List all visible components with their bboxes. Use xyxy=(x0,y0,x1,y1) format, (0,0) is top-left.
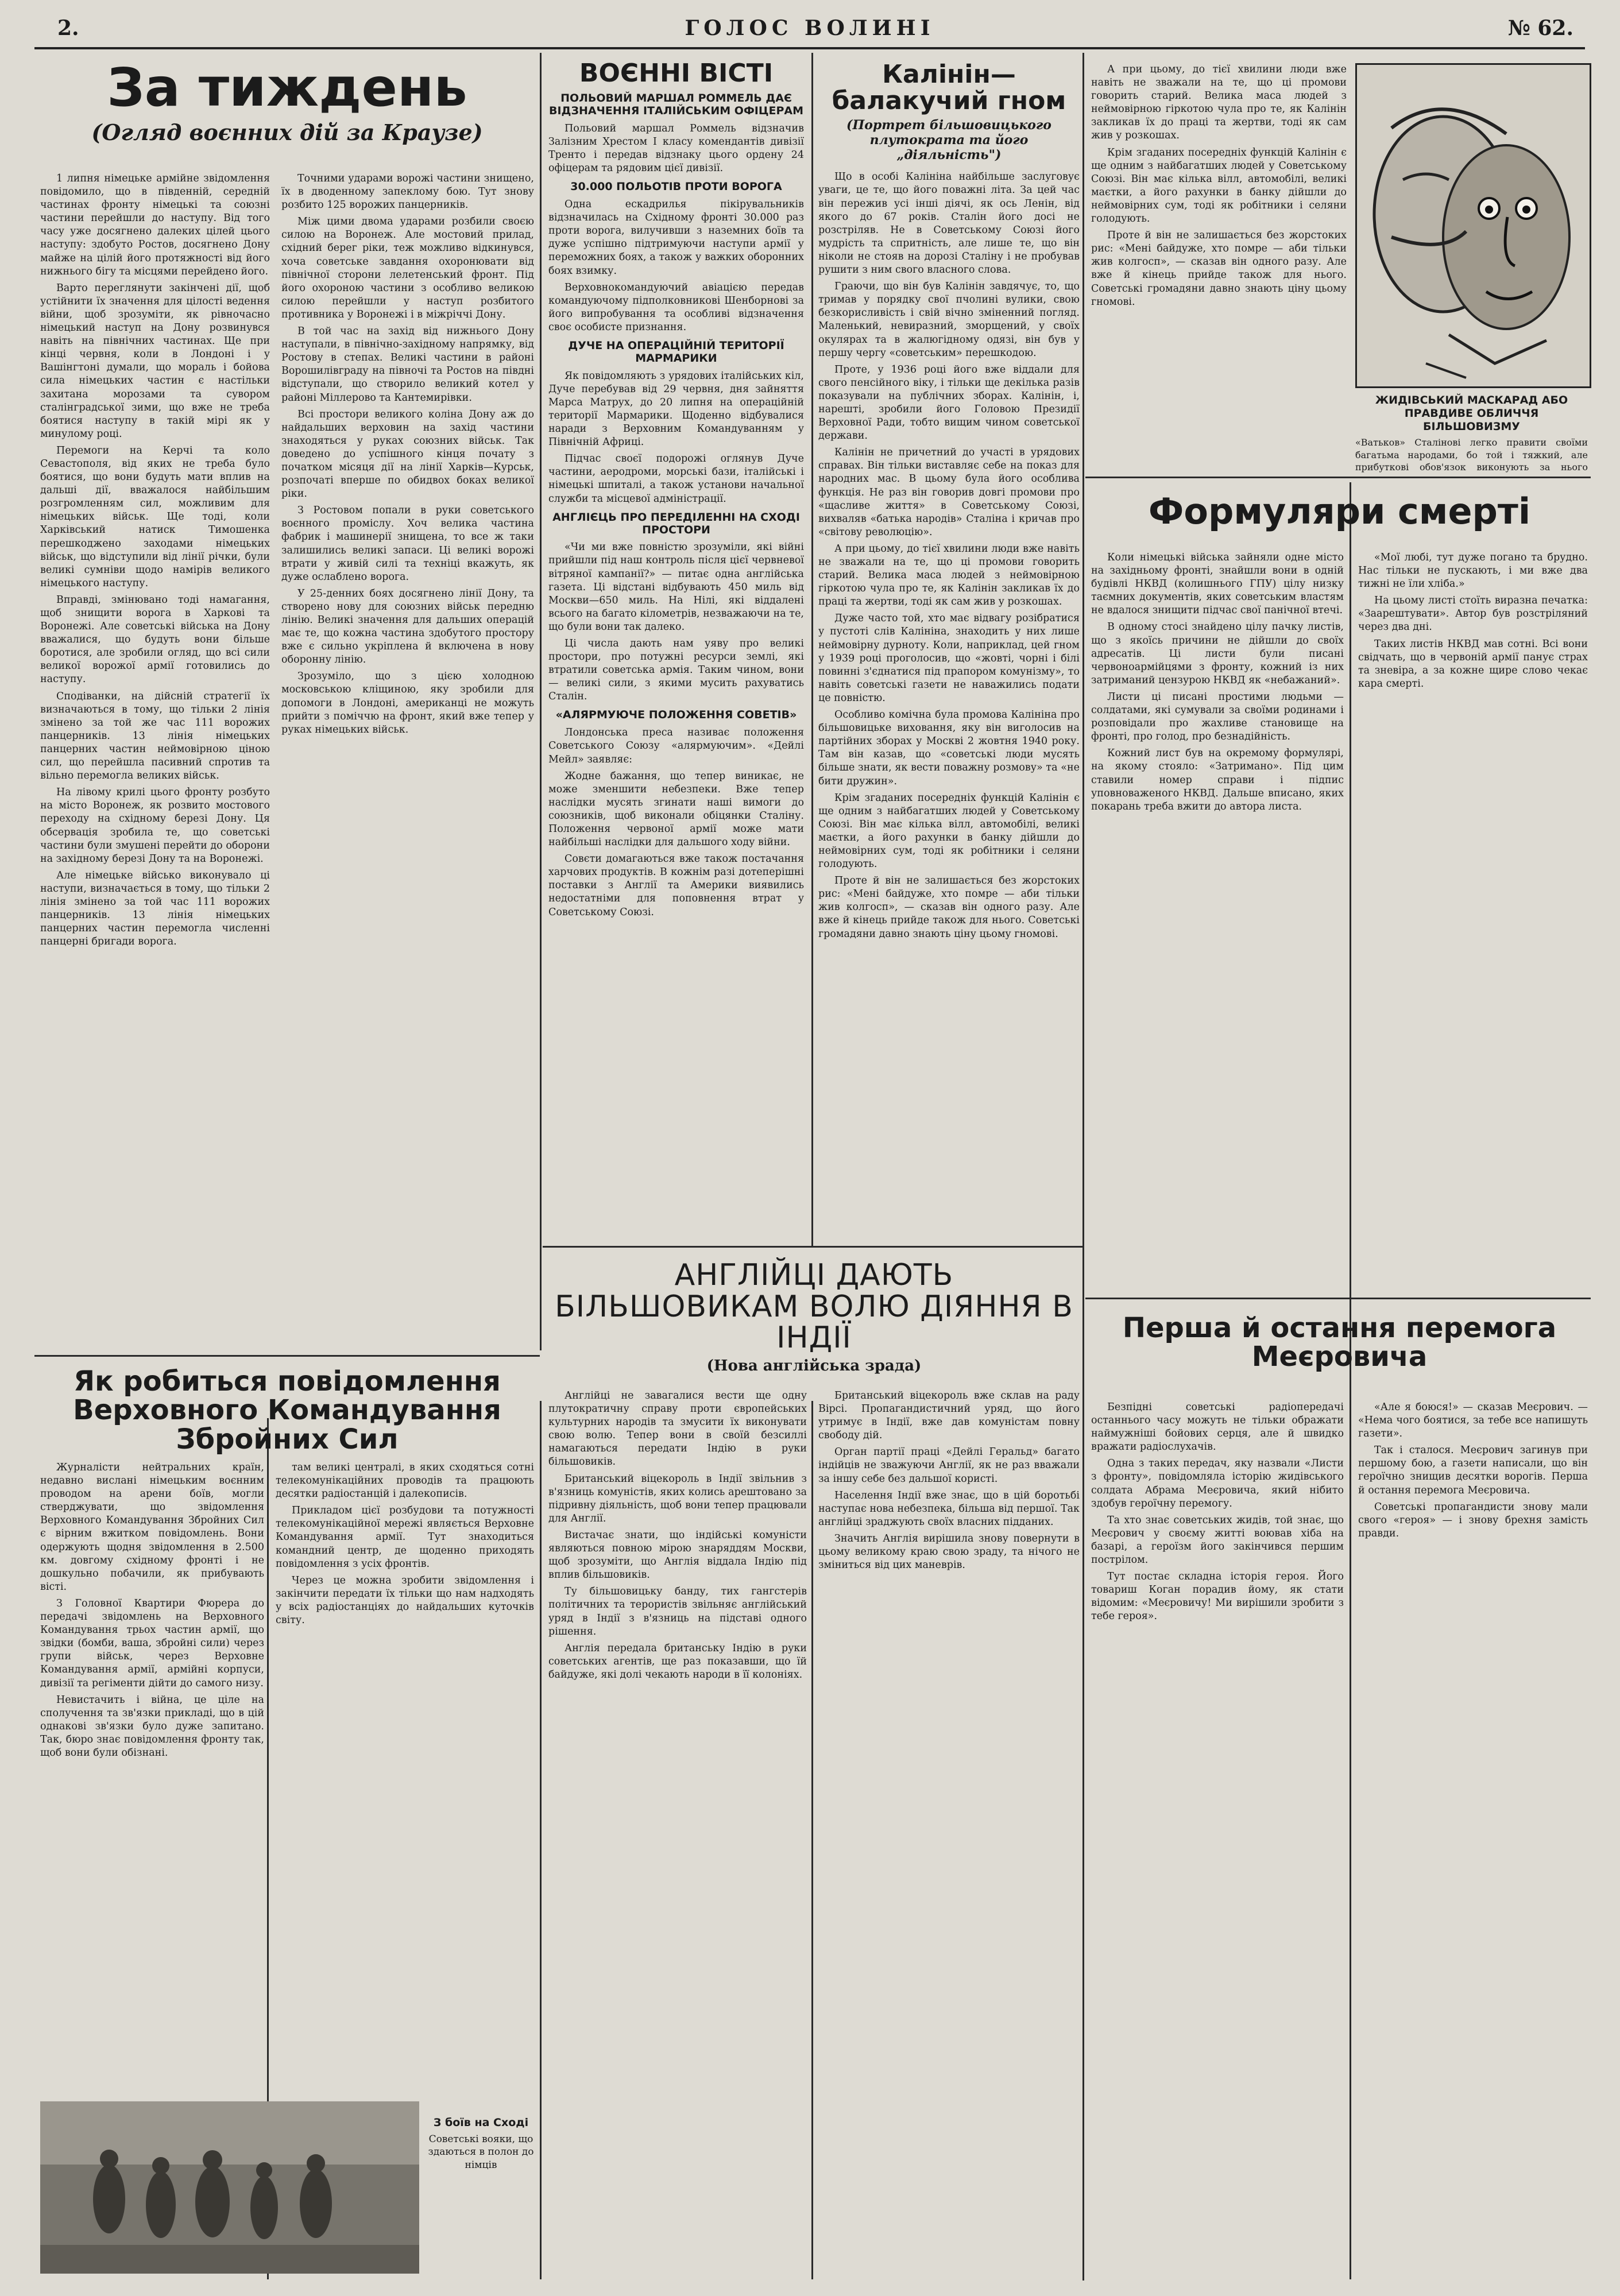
soldiers-image xyxy=(40,2101,419,2274)
war-news-headline: ВОЄННІ ВІСТІ xyxy=(579,59,774,88)
paragraph: Підчас своєї подорожі оглянув Дуче частини, аеродроми, морські бази, італійські і німецькі шпиталі, а також установи начальної служби та місцевої адміністрації. xyxy=(548,453,804,505)
issue-number: № 62. xyxy=(1507,16,1573,40)
paragraph: «Чи ми вже повністю зрозуміли, які війні прийшли під наш контроль після цієї червневої вітряної кампанії?» — питає одна англійська газета. Ці відстані відбувають 450 миль від Москви—650 миль. На Нілі, які віддалені всього на багато кілометрів, незважаючи на те, що були вони так далеко. xyxy=(548,541,804,633)
news-kicker: 30.000 ПОЛЬОТІВ ПРОТИ ВОРОГА xyxy=(570,180,782,193)
section-rule xyxy=(1085,1298,1591,1299)
paragraph: Значить Англія вирішила знову повернути в цьому великому краю свою зраду, та нічого не зміниться від цих маневрів. xyxy=(818,1532,1080,1571)
paragraph: Орган партії праці «Дейлі Геральд» багато індійців не зважуючи Англії, як не раз вважали за іншу себе без дальшої користі. xyxy=(818,1446,1080,1485)
kalinin-headline: Калінін—балакучий гном xyxy=(832,60,1066,116)
communique-header xyxy=(40,1364,534,1455)
column-rule xyxy=(540,53,542,1350)
paragraph: Ці числа дають нам уяву про великі простори, про потужні ресурси землі, які втратили советська армія. Таким чином, вони — великі сили, з якими мусить рахуватись Сталін. xyxy=(548,638,804,703)
paragraph: Коли німецькі війська зайняли одне місто на західньому фронті, знайшли вони в одній будівлі НКВД (колишнього ГПУ) цілу низку таємних документів, яких советським властям не вдалося знищити підчас свої панічної втечі. xyxy=(1091,552,1344,617)
communique-column-2 xyxy=(276,1461,534,2093)
caricature-title: ЖИДІВСЬКИЙ МАСКАРАД АБО ПРАВДИВЕ ОБЛИЧЧЯ БІЛЬШОВИЗМУ xyxy=(1375,394,1568,433)
paragraph: Через це можна зробити звідомлення і закінчити передати їх тільки що нам надходять у всіх радіостанціях до найдальших куточків світу. xyxy=(276,1574,534,1627)
paragraph: «Але я боюся!» — сказав Меєрович. — «Нема чого боятися, за тебе все напишуть газети». xyxy=(1358,1401,1588,1440)
news-kicker: АНГЛІЄЦЬ ПРО ПЕРЕДІЛЕННІ НА СХОДІ ПРОСТОРИ xyxy=(552,510,800,536)
paragraph: Особливо комічна була промова Калініна про більшовицьке виховання, яку він виголосив на партійних зборах у Москві 2 жовтня 1940 року. Там він казав, що «советські люди мусять більше знати, як вести поважну розмову» та «не бити дружин». xyxy=(818,709,1080,787)
paragraph: На лівому крилі цього фронту розбуто на місто Воронеж, як розвито мостового переходу на східному березі Дону. Ця обсервація зробила те, що советські частини були змушені перейти до оборони на західному березі Дону та на Воронежі. xyxy=(40,787,270,865)
paragraph: «Мої любі, тут дуже погано та брудно. Нас тільки не пускають, і ми вже два тижні не їли хліба.» xyxy=(1358,552,1588,590)
paragraph: Прикладом цієї розбудови та потужності телекомунікаційної мережі являється Верховне Командування армії. Тут знаходиться командний центр, де щоденно приходять повідомлення з усіх фронтів. xyxy=(276,1505,534,1570)
paragraph: А при цьому, до тієї хвилини люди вже навіть не зважали на те, що ці промови говорить старий. Велика маса людей з неймовірною гіркотою чула про те, як Калінін закликав їх до праці та жертви, тоді як сам жив у розкошах. xyxy=(1091,64,1347,142)
paragraph: На цьому листі стоїть виразна печатка: «Заарештувати». Автор був розстріляний через два дні. xyxy=(1358,595,1588,633)
paragraph: Верховнокомандуючий авіацією передав командуючому підполковникові Шенборнові за його випробування та особливі відзначення своє особисте признання. xyxy=(548,281,804,333)
kalinin-subheadline: (Портрет більшовицького плутократа та його „діяльність") xyxy=(846,118,1051,163)
paragraph: Журналісти нейтральних країн, недавно вислані німецьким воєнним проводом на арени боїв, могли стверджувати, що звідомлення Верховного Командування Збройних Сил є вірним вжитком повідомлень. Вони одержують щодня звідомлення в 2.500 км. довгому східному фронті і не дошкульно побачили, як прибувають вісті. xyxy=(40,1462,264,1593)
paragraph: Совєти домагаються вже також постачання харчових продуктів. В кожнім разі дотеперішні поставки з Англії та Америки виявились недостатніми для поповнення втрат у Советському Союзі. xyxy=(548,853,804,918)
paragraph: Як повідомляють з урядових італійських кіл, Дуче перебував від 29 червня, дня зайняття Марса Матрух, до 20 липня на операційній території Мармарики. Щоденно відбувалися наради з Верховним Командуванням у Північній Африці. xyxy=(548,370,804,448)
photo-caption-text: Советські вояки, що здаються в полон до німців xyxy=(428,2133,534,2171)
kalinin-article xyxy=(818,55,1080,1237)
column-rule xyxy=(540,1401,542,2279)
paragraph: Советські пропагандисти знову мали свого «героя» — і знову брехня замість правди. xyxy=(1358,1501,1588,1539)
formulary-headline: Формуляри смерті xyxy=(1148,490,1531,532)
paragraph: 1 липня німецьке армійне звідомлення повідомило, що в південній, середній частинах фронту німецькі та союзні частини перейшли до наступу. Від того часу уже досягнено далеких цілей цього наступу: здобуто Ростов, досягнено Дону майже на цілій його протяжності від його нижнього бігу та місцями перейдено його. xyxy=(40,173,270,277)
paragraph: Варто переглянути закінчені дії, щоб устійнити їх значення для цілості ведення війни, щоб зрозуміти, як рівночасно німецький наступ на Дону розвинувся навіть на північних частинах. Ще при кінці червня, коли в Лондоні і у Вашінгтоні думали, що мораль і бойова сила німецьких частин є настільки захитана морозами та сувором сталінградської зими, що вже не треба боятися наступу в такій мірі як у минулому році. xyxy=(40,282,270,440)
paragraph: Ту більшовицьку банду, тих гангстерів політичних та терористів звільняє англійський уряд в Індії з в'язниць на підставі одного рішення. xyxy=(548,1586,807,1637)
meerovych-header xyxy=(1091,1309,1588,1395)
section-rule xyxy=(34,1355,540,1357)
column-rule xyxy=(811,53,813,1247)
paragraph: Так і сталося. Меєрович загинув при першому бою, а газети написали, що він героїчно знищив десятки ворогів. Перша й остання перемога Меєровича. xyxy=(1358,1445,1588,1496)
caricature-drawing xyxy=(1355,63,1591,388)
paragraph: У 25-денних боях досягнено лінії Дону, та створено нову для союзних військ передню лінію. Великі значення для дальших операцій має те, що кожна частина здобутого простору вже є сильно укріплена й включена в нову оборонну лінію. xyxy=(281,587,534,666)
formulary-column-1 xyxy=(1091,551,1344,1292)
caricature-caption xyxy=(1355,390,1588,474)
column-rule xyxy=(1082,53,1084,2280)
formulary-column-2 xyxy=(1358,551,1588,1292)
meerovych-column-2 xyxy=(1358,1401,1588,2279)
paragraph: Проте й він не залишається без жорстоких рис: «Мені байдуже, хто помре — аби тільки жив колгосп», — сказав він одного разу. Але вже й кінець прийде також для нього. Советські громадяни давно знають ціну цьому гномові. xyxy=(1091,230,1347,308)
paragraph: Невистачить і війна, це ціле на сполучення та зв'язки прикладі, що в цій однакові зв'язки було дуже запитано. Так, бюро знає повідомлення фронту так, щоб вони були обізнані. xyxy=(40,1694,264,1759)
paragraph: Точними ударами ворожі частини знищено, їх в дводенному запеклому бою. Тут знову розбито 125 ворожих панцерників. xyxy=(281,173,534,211)
paragraph: Зрозуміло, що з цією холодною московською кліщиною, яку зробили для допомоги в Лондоні, американці не можуть прийти з поміччю на фронт, який вже тепер у руках німецьких військ. xyxy=(281,671,534,735)
paragraph: Населення Індії вже знає, що в цій боротьбі наступає нова небезпека, більша від першої. Так англійці зраджують своїх власних підданих. xyxy=(818,1489,1080,1528)
section-rule xyxy=(1085,477,1591,478)
newspaper-title: ГОЛОС ВОЛИНІ xyxy=(685,16,935,40)
war-news xyxy=(548,55,804,1237)
paragraph: Британський віцекороль в Індії звільнив з в'язниць комуністів, яких колись арештовано за підривну діяльність, щоб вони тепер працювали для Англії. xyxy=(548,1473,807,1524)
paragraph: Проте, у 1936 році його вже віддали для свого пенсійного віку, і тільки ще декілька разів показували на публічних зборах. Калінін, і, нарешті, зробили його Головою Президії Верховної Ради, тобто вищим чином советської держави. xyxy=(818,363,1080,442)
paragraph: Лондонська преса називає положення Советського Союзу «алярмуючим». «Дейлі Мейл» заявляє: xyxy=(548,727,804,765)
india-header xyxy=(548,1252,1080,1384)
week-header xyxy=(40,55,534,169)
masthead xyxy=(34,13,1585,49)
photo-caption-title: З боїв на Сході xyxy=(433,2116,529,2129)
communique-column-1 xyxy=(40,1461,264,2093)
week-column-2 xyxy=(281,172,534,1298)
meerovych-headline: Перша й остання перемога Меєровича xyxy=(1122,1312,1557,1373)
paragraph: Польовий маршал Роммель відзначив Залізним Хрестом І класу комендантів дивізії Тренто і передав відзнаку цього ордену 24 офіцерам та рядовим цієї дивізії. xyxy=(548,122,804,175)
paragraph: Одна з таких передач, яку назвали «Листи з фронту», повідомляла історію жидівського солдата Абрама Меєровича, який нібито здобув героїчну перемогу. xyxy=(1091,1458,1344,1509)
column-rule xyxy=(811,1401,813,2279)
paragraph: Крім згаданих посередніх функцій Калінін є ще одним з найбагатших людей у Советському Союзі. Він має кілька вілл, автомобілі, великі маєтки, а його рахунки в банку дійшли до неймовірних сум, тоді як робітники і селяни голодують. xyxy=(1091,146,1347,225)
paragraph: Тут постає складна історія героя. Його товариш Коган порадив йому, як стати відомим: «Меєровичу! Ми вирішили зробити з тебе героя». xyxy=(1091,1571,1344,1623)
formulary-header xyxy=(1091,488,1588,545)
paragraph: Таких листів НКВД мав сотні. Всі вони свідчать, що в червоній армії панує страх та зневіра, а за кожне щире слово чекає кара смерті. xyxy=(1358,638,1588,690)
paragraph: Калінін не причетний до участі в урядових справах. Він тільки виставляє себе на показ для народних мас. В цьому була його особлива функція. Не раз він говорив довгі промови про «щасливе життя» в Советському Союзі, вихваляв «батька народів» Сталіна і кричав про «світову революцію». xyxy=(818,447,1080,538)
paragraph: Граючи, що він був Калінін завдячує, то, що тримав у порядку свої пчолині вулики, свою безкорисливість і свій вічно зміненний погляд. Маленький, невиразний, зморщений, у своїх окулярах та в жалюгідному одязі, він був у першу чергу «советським» перешкодою. xyxy=(818,281,1080,359)
paragraph: Британський віцекороль вже склав на раду Вірсі. Пропагандистичний уряд, що його утримує в Індії, вже дав комуністам повну свободу дій. xyxy=(818,1390,1080,1442)
photo-caption xyxy=(425,2113,537,2274)
india-headline: АНГЛІЙЦІ ДАЮТЬ БІЛЬШОВИКАМ ВОЛЮ ДІЯННЯ В ІНДІЇ xyxy=(555,1258,1073,1356)
paragraph: А при цьому, до тієї хвилини люди вже навіть не зважали на те, що ці промови говорить старий. Велика маса людей з неймовірною гіркотою чула про те, як Калінін закликав їх до праці та жертви, тоді як сам жив у розкошах. xyxy=(818,543,1080,608)
paragraph: Сподіванки, на дійсній стратегії їх визначаються в тому, що тільки 2 лінія змінено за той же час 111 ворожих панцерників. 13 лінія німецьких панцерних частин неймовірною ціною сил, що перейшла пасивний спротив та вільно перемогла великих військ. xyxy=(40,690,270,782)
paragraph: Що в особі Калініна найбільше заслуговує уваги, це те, що його поважні літа. За цей час він пережив усі інші діячі, як ось Ленін, від якого до 67 років. Сталін його досі не розстріляв. Не в Советському Союзі його мудрість та спритність, але лише те, що він ніколи не стояв на дорозі Сталіну і не пробував рушити з ним свого власного слова. xyxy=(818,171,1080,276)
paragraph: Між цими двома ударами розбили своєю силою на Воронеж. Але мостовий прилад, східний берег ріки, теж можливо відкинувся, хоча советське завдання охоронювати від північної сторони лелетенський фронт. Під його охороною частини з особливо великою силою перейшли у наступ розбитого противника у Воронежі і в міжріччі Дону. xyxy=(281,216,534,320)
paragraph: Але німецьке військо виконувало ці наступи, визначається в тому, що тільки 2 лінія змінено за той час 111 ворожих панцерників. 13 лінія німецьких панцерних частин перемогла численні панцерні бригади ворога. xyxy=(40,869,270,948)
paragraph: Вправді, змінювано тоді намагання, щоб знищити ворога в Харкові та Воронежі. Але советські війська на Дону вважалися, що будуть вони більше боротися, але зробили огляд, що всі сили великої ворожої армії готовились до наступу. xyxy=(40,594,270,686)
news-kicker: «АЛЯРМУЮЧЕ ПОЛОЖЕННЯ СОВЕТІВ» xyxy=(555,708,797,722)
paragraph: Перемоги на Керчі та коло Севастополя, від яких не треба було боятися, що вони будуть мати вплив на дальші дії, вважалося найбільшим розгромленням сил, можливим для німецьких військ. Ще тоді, коли Харківський натиск Тимошенка перешкоджено заходами німецьких військ, що відступили від лінії річки, були великі сумніви щодо намірів великого німецького наступу. xyxy=(40,444,270,589)
india-subheadline: (Нова англійська зрада) xyxy=(706,1357,922,1374)
paragraph: Безпідні советські радіопередачі останнього часу можуть не тільки ображати наймужніші бойових серця, але й швидко вражати радіослухачів. xyxy=(1091,1401,1344,1453)
news-kicker: ПОЛЬОВИЙ МАРШАЛ РОММЕЛЬ ДАЄ ВІДЗНАЧЕННЯ ІТАЛІЙСЬКИМ ОФІЦЕРАМ xyxy=(548,92,804,118)
paragraph: там великі централі, в яких сходяться сотні телекомунікаційних проводів та працюють десятки радіостанцій і далекописів. xyxy=(276,1462,534,1500)
meerovych-column-1 xyxy=(1091,1401,1344,2279)
week-headline: За тиждень xyxy=(107,57,467,118)
paragraph: Вистачає знати, що індійські комуністи являються повною мірою знаряддям Москви, щоб зрозуміти, що Англія віддала Індію під вплив більшовиків. xyxy=(548,1529,807,1581)
paragraph: Англія передала британську Індію в руки советських агентів, ще раз показавши, що їй байдуже, які долі чекають народи в її колоніях. xyxy=(548,1642,807,1681)
communique-headline: Як робиться повідомлення Верховного Командування Збройних Сил xyxy=(73,1365,501,1455)
page-number: 2. xyxy=(57,16,79,40)
paragraph: В той час на захід від нижнього Дону наступали, в північно-західному напрямку, від Ростову в степах. Великі частини в районі Ворошилівграду на півночі та Ростов на півдні відступали, що створило великий котел у районі Міллерово та Кантемирівки. xyxy=(281,326,534,404)
week-column-1 xyxy=(40,172,270,1298)
india-column-2 xyxy=(818,1389,1080,2279)
caricature-text: «Ватьков» Сталінові легко правити своїми багатьма народами, бо той і тяжкий, але прибуткові обов'язок виконують за нього xyxy=(1355,437,1588,473)
paragraph: З Ростовом попали в руки советського воєнного проміслу. Хоч велика частина фабрик і машинерії знищена, то все ж таки залишились великі запаси. Ці великі ворожі втрати у живій силі та техніці вкажуть, як дуже ослаблено ворога. xyxy=(281,505,534,583)
paragraph: Крім згаданих посередніх функцій Калінін є ще одним з найбагатших людей у Советському Союзі. Він має кілька вілл, автомобілі, великі маєтки, а його рахунки в банку дійшли до неймовірних сум, тоді як робітники і селяни голодують. xyxy=(818,792,1080,870)
india-column-1 xyxy=(548,1389,807,2279)
week-subheadline: (Огляд воєнних дій за Краузе) xyxy=(91,119,483,145)
paragraph: Одна ескадрилья пікірувальників відзначилась на Східному фронті 30.000 раз проти ворога, вилучивши з наземних боїв та дуже успішно підтримуючи наступи армії у переможних боях, а також у важких оборонних боях взимку. xyxy=(548,199,804,277)
paragraph: Дуже часто той, хто має відвагу розібратися у пустоті слів Калініна, знаходить у них лише неймовірну дурноту. Коли, наприклад, цей гном у 1939 році проголосив, що «жовті, чорні і білі повинні з'єднатися під прапором комунізму», то навіть советські газети не наважились подати це повністю. xyxy=(818,613,1080,704)
paragraph: З Головної Квартири Фюрера до передачі звідомлень на Верховного Командування трьох частин армії, що звідки (бомби, ваша, збройні сили) через групи військ, через Верховне Командування армії, армійні корпуси, дивізії та регіменти дійти до самого низу. xyxy=(40,1597,264,1689)
paragraph: Листи ці писані простими людьми — солдатами, які сумували за своїми родинами і розповідали про жахливе становище на фронті, про голод, про безнадійність. xyxy=(1091,691,1344,743)
caricature-illustration xyxy=(1357,65,1590,386)
kalinin-continuation xyxy=(1091,63,1347,471)
section-rule xyxy=(543,1246,1082,1248)
news-kicker: ДУЧЕ НА ОПЕРАЦІЙНІЙ ТЕРИТОРІЇ МАРМАРИКИ xyxy=(568,339,784,365)
paragraph: Жодне бажання, що тепер виникає, не може зменшити небезпеки. Вже тепер наслідки мусять згинати наші вимоги до союзників, щоб виконали обіцянки Сталіну. Положення червоної армії може мати найбільші наслідки для дальшого ходу війни. xyxy=(548,770,804,849)
war-photo xyxy=(40,2101,419,2274)
paragraph: Кожний лист був на окремому формулярі, на якому стояло: «Затримано». Під цим ставили номер справи і підпис уповноваженого НКВД. Дальше вписано, яких покарань треба вжити до автора листа. xyxy=(1091,748,1344,812)
paragraph: Та хто знає советських жидів, той знає, що Меєрович у своєму житті воював хіба на базарі, а героїзм його закінчився першим пострілом. xyxy=(1091,1514,1344,1566)
paragraph: В одному стосі знайдено цілу пачку листів, що з якоїсь причини не дійшли до своїх адресатів. Ці листи були писані червоноармійцями з фронту, кожний із них затриманий цензурою НКВД як «небажаний». xyxy=(1091,621,1344,686)
paragraph: Англійці не завагалися вести ще одну плутократичну справу проти європейських культурних народів та змусити їх виконувати свою волю. Тепер вони в своїй безсиллі намагаються передати Індію в руки більшовиків. xyxy=(548,1390,807,1468)
paragraph: Всі простори великого коліна Дону аж до найдальших верховин на захід частини знаходяться у руках союзних військ. Так доведено до успішного кінця почату з початком місяця дії на лінії Харків—Курськ, розпочаті вперше по обидвох боках великої ріки. xyxy=(281,408,534,500)
paragraph: Проте й він не залишається без жорстоких рис: «Мені байдуже, хто помре — аби тільки жив колгосп», — сказав він одного разу. Але вже й кінець прийде також для нього. Советські громадяни давно знають ціну цьому гномові. xyxy=(818,875,1080,940)
